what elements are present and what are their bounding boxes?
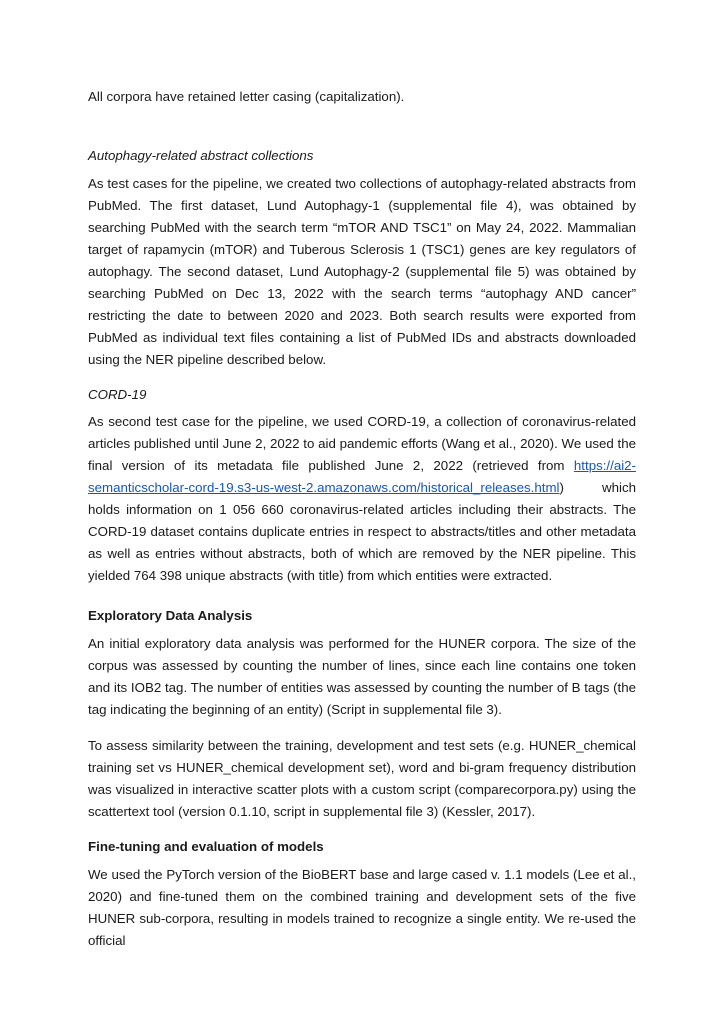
autophagy-heading: Autophagy-related abstract collections [88,148,314,163]
finetune-paragraph: We used the PyTorch version of the BioBERT base and large cased v. 1.1 models (Lee et al., 2020) and fine-tuned them on the combined training and development sets of the five HUNER sub-corpora, resulting in models trained to recognize a single entity. We re-used the official [88,867,636,948]
eda-heading: Exploratory Data Analysis [88,608,253,623]
autophagy-paragraph: As test cases for the pipeline, we created two collections of autophagy-related abstracts from PubMed. The first dataset, Lund Autophagy-1 (supplemental file 4), was obtained by searching PubMed with the search term “mTOR AND TSC1” on May 24, 2022. Mammalian target of rapamycin (mTOR) and Tuberous Sclerosis 1 (TSC1) genes are key regulators of autophagy. The second dataset, Lund Autophagy-2 (supplemental file 5) was obtained by searching PubMed on Dec 13, 2022 with the search terms “autophagy AND cancer” restricting the date to between 2020 and 2023. Both search results were exported from PubMed as individual text files containing a list of PubMed IDs and abstracts downloaded using the NER pipeline described below. [88,176,636,367]
cord19-text-before-link: As second test case for the pipeline, we used CORD-19, a collection of coronavirus-related articles published until June 2, 2022 to aid pandemic efforts (Wang et al., 2020). We used the final version of its metadata file published June 2, 2022 (retrieved from [88,414,636,473]
cord19-heading: CORD-19 [88,387,147,402]
cord19-releases-link[interactable]: https://ai2-semanticscholar-cord-19.s3-us-west-2.amazonaws.com/historical_releases.html [88,458,636,495]
cord19-text-after-link: ) which holds information on 1 056 660 coronavirus-related articles including their abstracts. The CORD-19 dataset contains duplicate entries in respect to abstracts/titles and other metadata as well as entries without abstracts, both of which are removed by the NER pipeline. This yielded 764 398 unique abstracts (with title) from which entities were extracted. [88,480,636,583]
cord19-paragraph [88,411,636,587]
eda-paragraph-2: To assess similarity between the training, development and test sets (e.g. HUNER_chemical training set vs HUNER_chemical development set), word and bi-gram frequency distribution was visualized in interactive scatter plots with a custom script (comparecorpora.py) using the scattertext tool (version 0.1.10, script in supplemental file 3) (Kessler, 2017). [88,738,636,819]
finetune-heading: Fine-tuning and evaluation of models [88,839,324,854]
eda-paragraph-1: An initial exploratory data analysis was performed for the HUNER corpora. The size of the corpus was assessed by counting the number of lines, since each line contains one token and its IOB2 tag. The number of entities was assessed by counting the number of B tags (the tag indicating the beginning of an entity) (Script in supplemental file 3). [88,636,636,717]
casing-paragraph: All corpora have retained letter casing (capitalization). [88,89,405,104]
